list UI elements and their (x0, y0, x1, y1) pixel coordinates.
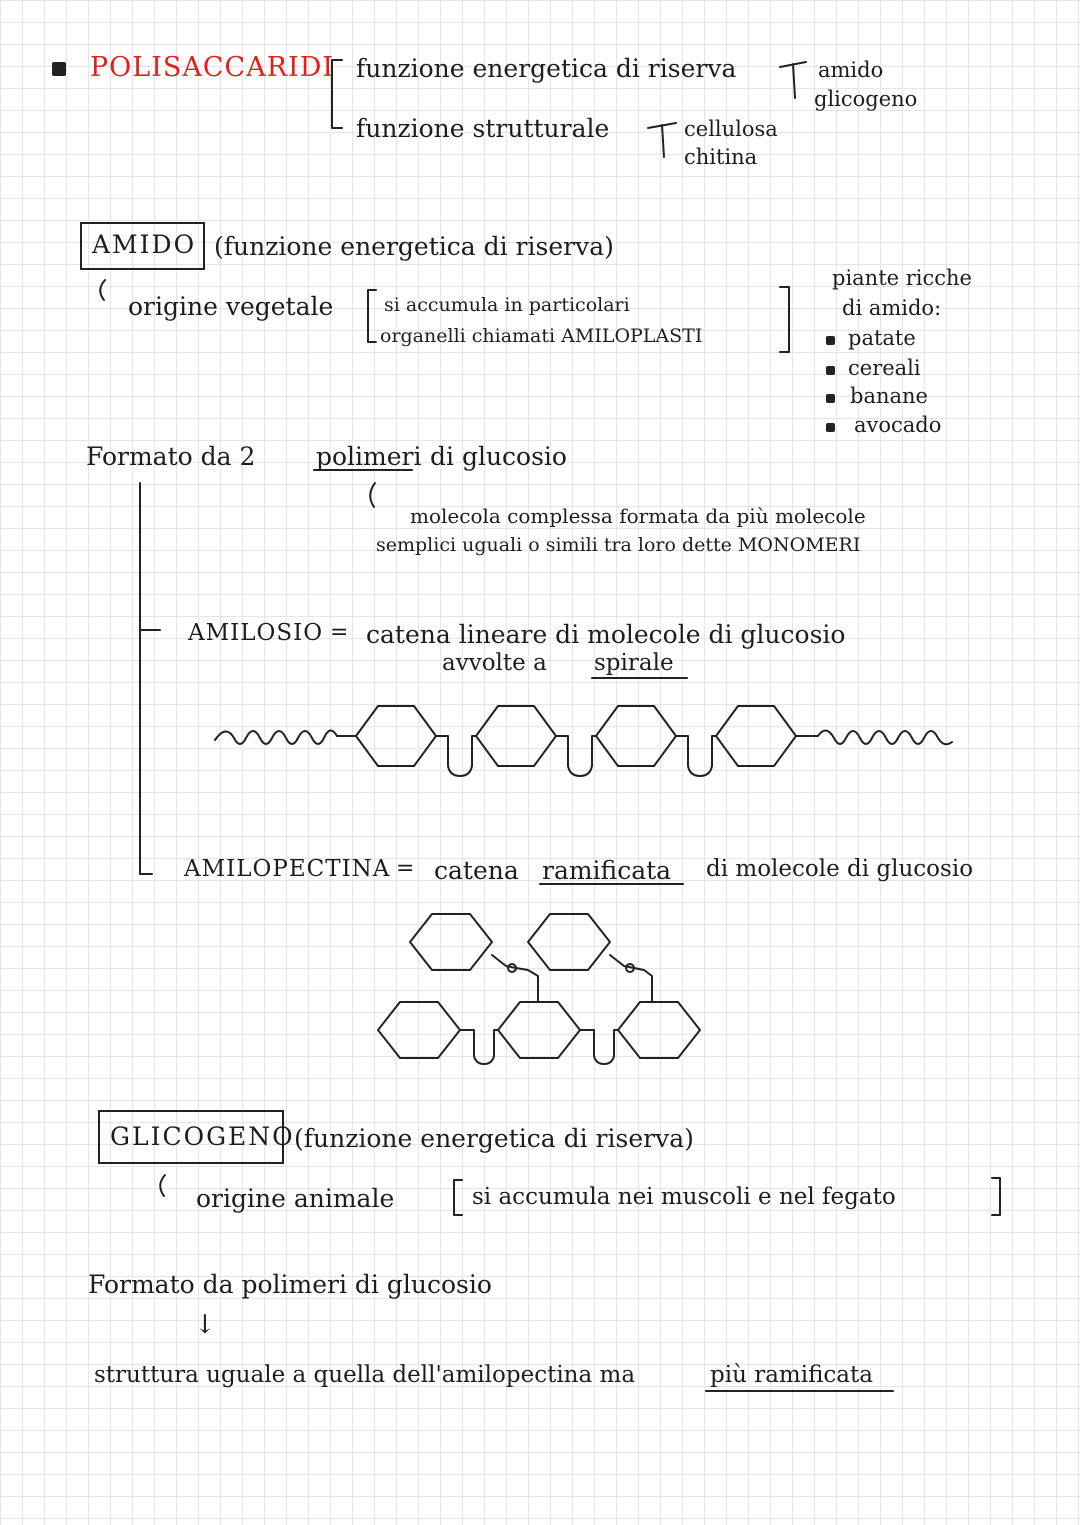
piante-title-1: piante ricche (832, 266, 972, 290)
amido-origin: origine vegetale (128, 292, 334, 321)
amilosio-desc-1: catena lineare di molecole di glucosio (366, 620, 846, 649)
amido-function: (funzione energetica di riserva) (214, 232, 614, 261)
amilopectina-glucose-top-2 (528, 914, 610, 970)
glicogeno-struttura: struttura uguale a quella dell'amilopectina ma (94, 1362, 636, 1388)
glicogeno-accumulo: si accumula nei muscoli e nel fegato (472, 1184, 896, 1210)
polimeri-definition-2: semplici uguali o simili tra loro dette MONOMERI (376, 534, 861, 556)
glicogeno-label-box (98, 1110, 295, 1164)
amilosio-spiral-left (215, 730, 356, 744)
branch-strutturale (648, 123, 676, 157)
hook-polimeri (370, 483, 375, 507)
piante-title-2: di amido: (842, 296, 942, 320)
polimeri-term: polimeri (316, 442, 422, 471)
amilosio-glucose-2 (476, 706, 556, 766)
amilosio-desc-2a: avvolte a (442, 650, 547, 676)
glicogeno-arrow: ↓ (194, 1310, 216, 1340)
amilopectina-desc-b: ramificata (542, 856, 672, 885)
piante-item-4: avocado (854, 413, 942, 437)
amilopectina-label: AMILOPECTINA (184, 856, 391, 882)
glicogeno-formato: Formato da polimeri di glucosio (88, 1270, 492, 1299)
amilopectina-desc-c: di molecole di glucosio (706, 856, 974, 882)
amilopectina-bond-o-2 (626, 964, 634, 972)
amilosio-glucose-4 (716, 706, 796, 766)
amilopectina-glucose-top-1 (410, 914, 492, 970)
amido-label-box (80, 222, 205, 270)
hook-animale (160, 1175, 165, 1196)
func-energetica-example-1: amido (818, 58, 884, 82)
piante-bullet-3 (826, 394, 835, 403)
amilopectina-bond-1 (460, 1030, 498, 1064)
glicogeno-bracket-left (454, 1180, 462, 1215)
amilosio-bond-2 (556, 736, 596, 776)
accumulo-bracket-right (780, 287, 789, 352)
amilopectina-branch-1 (492, 955, 538, 1002)
amilosio-equals: = (330, 620, 349, 645)
accumulo-bracket-left (368, 290, 376, 342)
title-bullet (52, 62, 66, 76)
piante-bullet-1 (826, 336, 835, 345)
func-energetica: funzione energetica di riserva (356, 54, 737, 83)
piante-item-1: patate (848, 326, 916, 350)
polimeri-definition-1: molecola complessa formata da più molecole (410, 504, 866, 528)
piante-item-2: cereali (848, 356, 921, 380)
func-strutturale-example-2: chitina (684, 145, 758, 169)
piante-item-3: banane (850, 384, 928, 408)
glicogeno-struttura-ramificata: più ramificata (710, 1362, 873, 1388)
amilopectina-equals: = (396, 856, 415, 881)
glicogeno-label: GLICOGENO (110, 1122, 295, 1151)
amilosio-glucose-1 (356, 706, 436, 766)
amido-label: AMIDO (92, 230, 197, 259)
amilopectina-desc-a: catena (434, 856, 519, 885)
tree-vertical (140, 483, 152, 874)
piante-bullet-4 (826, 423, 835, 432)
amilopectina-glucose-bottom-1 (378, 1002, 460, 1058)
amilopectina-branch-2 (610, 955, 652, 1002)
func-strutturale-example-1: cellulosa (684, 117, 778, 141)
func-strutturale: funzione strutturale (356, 114, 610, 143)
piante-bullet-2 (826, 366, 835, 375)
amido-accumulo-line-1: si accumula in particolari (384, 294, 630, 316)
hook-vegetale (100, 280, 105, 300)
page-title: POLISACCARIDI (90, 52, 335, 83)
amilopectina-bond-2 (580, 1030, 618, 1064)
formato-amido-glucosio: di glucosio (430, 442, 567, 471)
amido-accumulo-line-2: organelli chiamati AMILOPLASTI (380, 325, 703, 347)
formato-amido: Formato da 2 (86, 442, 256, 471)
amilopectina-glucose-bottom-3 (618, 1002, 700, 1058)
glicogeno-function: (funzione energetica di riserva) (294, 1124, 694, 1153)
amilosio-spiral-right (796, 730, 952, 744)
amilopectina-bond-o-1 (508, 964, 516, 972)
func-energetica-example-2: glicogeno (814, 87, 918, 111)
amilosio-label: AMILOSIO (188, 620, 324, 646)
amilosio-bond-1 (436, 736, 476, 776)
branch-energetica (780, 62, 806, 98)
amilosio-desc-2b: spirale (594, 650, 674, 676)
amilosio-glucose-3 (596, 706, 676, 766)
amilopectina-glucose-bottom-2 (498, 1002, 580, 1058)
glicogeno-origin: origine animale (196, 1184, 395, 1213)
glicogeno-bracket-right (992, 1178, 1000, 1215)
amilosio-bond-3 (676, 736, 716, 776)
